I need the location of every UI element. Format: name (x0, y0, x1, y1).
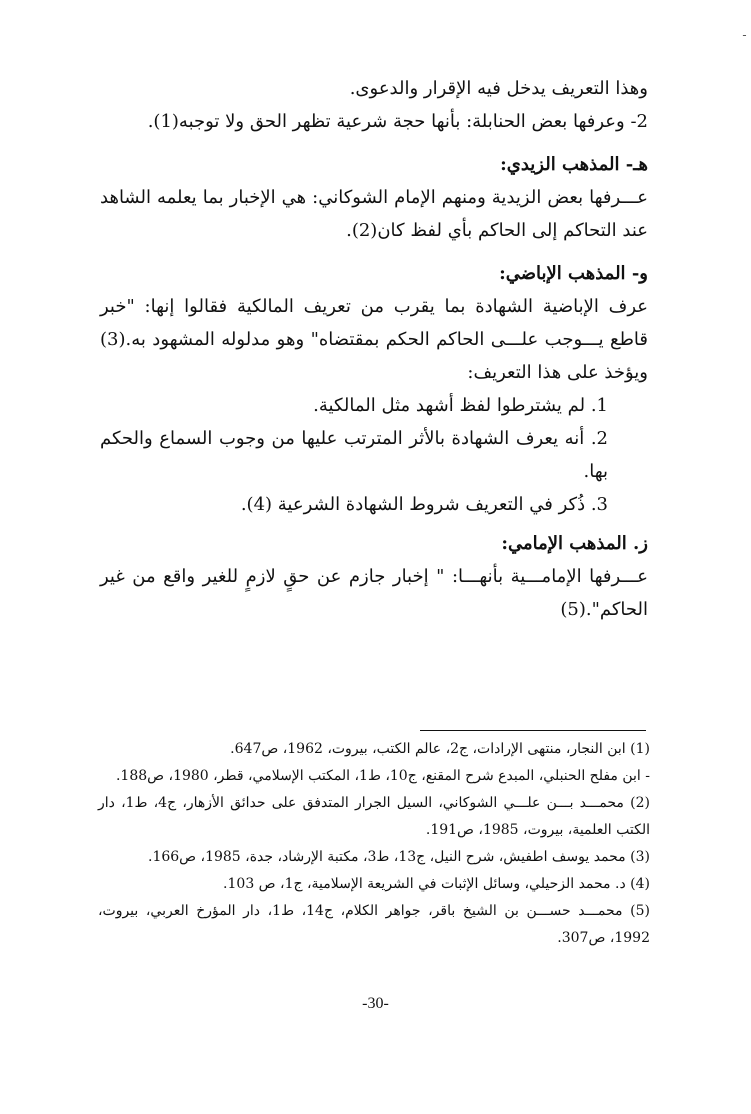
footnote-2: (2) محمـــد بـــن علـــي الشوكاني، السيل الجرار المتدفق على حدائق الأزهار، ج4، ط1، دار الكتب العلمية، بيروت، 1985، ص191. (98, 795, 650, 838)
heading-zaydi-school: هـ- المذهب الزيدي: (500, 154, 648, 175)
footnote-1-continued: - ابن مفلح الحنبلي، المبدع شرح المقنع، ج10، ط1، المكتب الإسلامي، قطر، 1980، ص188. (115, 768, 650, 784)
footnotes (98, 736, 650, 952)
list-item: 1. لم يشترطوا لفظ أشهد مثل المالكية. (313, 395, 608, 416)
heading-ibadi-school: و- المذهب الإباضي: (499, 263, 648, 284)
paragraph-ibadi-definition: عرف الإباضية الشهادة بما يقرب من تعريف المالكية فقالوا إنها: "خبر قاطع يـــوجب علـــى الحاكم الحكم بمقتضاه" وهو مدلوله المشهود به.(3) ويؤخذ على هذا التعريف: (100, 296, 648, 383)
ibadi-critique-list (100, 389, 648, 521)
heading-imami-school: ز. المذهب الإمامي: (501, 533, 648, 554)
list-item: 3. ذُكر في التعريف شروط الشهادة الشرعية (4). (240, 494, 608, 515)
corner-mark: ـ (743, 28, 746, 39)
paragraph-imami-definition: عـــرفها الإمامـــية بأنهـــا: " إخبار جازم عن حقٍ لازمٍ للغير واقع من غير الحاكم".(5) (100, 566, 648, 620)
footnote-1: (1) ابن النجار، منتهى الإرادات، ج2، عالم الكتب، بيروت، 1962، ص647. (230, 741, 650, 757)
footnote-4: (4) د. محمد الزحيلي، وسائل الإثبات في الشريعة الإسلامية، ج1، ص 103. (223, 876, 650, 892)
page-number: -30- (362, 995, 389, 1012)
main-text (100, 72, 648, 626)
paragraph-zaydi-definition: عـــرفها بعض الزيدية ومنهم الإمام الشوكاني: هي الإخبار بما يعلمه الشاهد عند التحاكم إلى الحاكم بأي لفظ كان(2). (100, 187, 648, 241)
footnote-5: (5) محمـــد حســـن بن الشيخ باقر، جواهر الكلام، ج14، ط1، دار المؤرخ العربي، بيروت، 1992، ص307. (98, 903, 650, 946)
footnote-3: (3) محمد يوسف اطفيش، شرح النيل، ج13، ط3، مكتبة الإرشاد، جدة، 1985، ص166. (147, 849, 650, 865)
footnote-separator (420, 730, 646, 731)
paragraph-hanbali-definition: 2- وعرفها بعض الحنابلة: بأنها حجة شرعية تظهر الحق ولا توجبه(1). (147, 111, 648, 132)
list-item: 2. أنه يعرف الشهادة بالأثر المترتب عليها من وجوب السماع والحكم بها. (100, 428, 608, 482)
paragraph-definition-note: وهذا التعريف يدخل فيه الإقرار والدعوى. (349, 78, 648, 99)
